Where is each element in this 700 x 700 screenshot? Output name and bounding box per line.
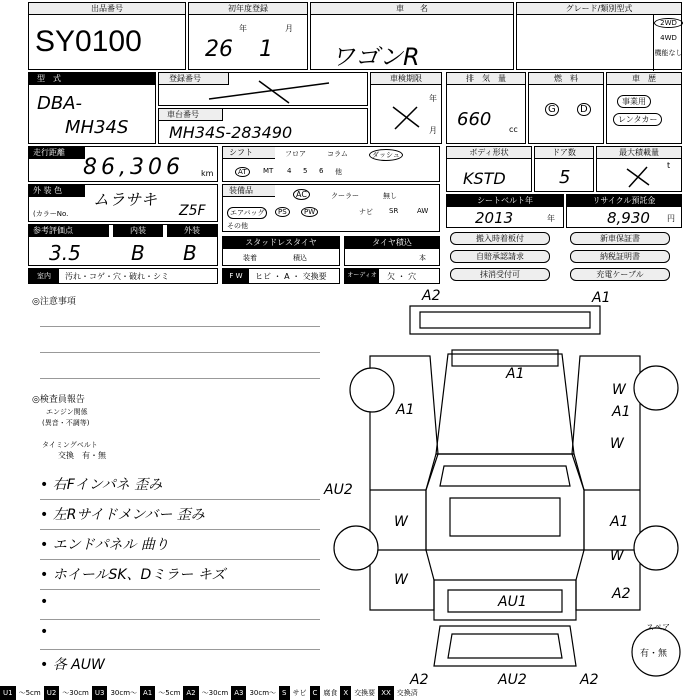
timing-label: タイミングベルト bbox=[42, 441, 98, 449]
color-code: Z5F bbox=[179, 203, 206, 219]
fuel-option-d: D bbox=[577, 103, 591, 116]
report-text-3: エンドパネル 曲り bbox=[52, 537, 169, 553]
damage-mark-13: A2 bbox=[612, 586, 631, 602]
engine-cc-box bbox=[446, 72, 526, 144]
km-unit: km bbox=[201, 169, 214, 178]
drive-none: 機能なし bbox=[654, 49, 683, 57]
history-business: 事業用 bbox=[617, 95, 651, 108]
legend-xx-desc: 交換済 bbox=[396, 689, 418, 697]
recycle-label: リサイクル預託金 bbox=[567, 195, 681, 207]
shift-5: 5 bbox=[303, 167, 308, 175]
color-label: 外 装 色 bbox=[29, 185, 85, 197]
damage-mark-11: A1 bbox=[610, 514, 629, 530]
wheel-front-left bbox=[350, 368, 394, 412]
interior-score: B bbox=[131, 241, 145, 265]
report-line-3: • エンドパネル 曲り bbox=[40, 534, 320, 560]
exterior-label: 外装 bbox=[167, 225, 217, 237]
belt-label: シートベルト年 bbox=[447, 195, 563, 207]
audio-box bbox=[344, 268, 440, 284]
damage-mark-12: W bbox=[610, 548, 624, 564]
color-value: ムラサキ bbox=[93, 190, 158, 209]
fuel-box bbox=[528, 72, 604, 144]
score-box bbox=[28, 224, 218, 266]
report-text-1: 右Fインパネ 歪み bbox=[52, 477, 163, 493]
damage-mark-8: W bbox=[394, 514, 408, 530]
fw-box bbox=[222, 268, 340, 284]
report-text-2: 左Rサイドメンバー 歪み bbox=[52, 507, 205, 523]
wheel-front-right bbox=[634, 366, 678, 410]
shift-column: コラム bbox=[327, 150, 348, 158]
caution-line-1 bbox=[40, 326, 320, 327]
report-line-1: • 右Fインパネ 歪み bbox=[40, 474, 320, 500]
shift-label: シフト bbox=[223, 147, 275, 159]
interior-cond: 汚れ・コゲ・穴・破れ・シミ bbox=[65, 272, 169, 281]
belt-year: 2013 bbox=[475, 209, 514, 227]
damage-mark-7: A1 bbox=[612, 404, 631, 420]
body-value: KSTD bbox=[463, 169, 506, 188]
doc-badge-5: 抹消受付可 bbox=[450, 268, 550, 281]
lot-number-box bbox=[28, 2, 186, 70]
doc-badge-2: 新車保証書 bbox=[570, 232, 670, 245]
damage-mark-3: A1 bbox=[506, 366, 525, 382]
model-code-2: MH34S bbox=[65, 117, 129, 138]
cc-unit: cc bbox=[509, 125, 518, 134]
doc-badge-4: 納税証明書 bbox=[570, 250, 670, 263]
drive-options bbox=[653, 15, 683, 71]
legend-s: S bbox=[279, 686, 289, 700]
registration-box bbox=[158, 72, 368, 106]
shift-4: 4 bbox=[287, 167, 292, 175]
history-rental: レンタカー bbox=[613, 113, 662, 126]
damage-mark-14: AU1 bbox=[498, 594, 527, 610]
wheel-rear-right bbox=[634, 526, 678, 570]
timing-opts: 交換 有・無 bbox=[58, 451, 106, 460]
engine-cc-label: 排 気 量 bbox=[447, 73, 525, 85]
interior-condition-box bbox=[28, 268, 218, 284]
body-box bbox=[446, 146, 532, 192]
legend-xx: XX bbox=[378, 686, 394, 700]
legend-u3: U3 bbox=[92, 686, 108, 700]
report-line-6: • bbox=[40, 624, 320, 650]
load-cross-mark bbox=[623, 165, 653, 189]
damage-mark-17: A2 bbox=[580, 672, 599, 688]
model-box bbox=[28, 72, 156, 144]
doors-box bbox=[534, 146, 594, 192]
caution-line-2 bbox=[40, 352, 320, 353]
model-label: 型 式 bbox=[29, 73, 155, 85]
document-badges bbox=[446, 230, 682, 284]
studless-label: スタッドレスタイヤ bbox=[223, 237, 339, 249]
recycle-box bbox=[566, 194, 682, 228]
shift-box bbox=[222, 146, 440, 182]
damage-mark-16: AU2 bbox=[498, 672, 527, 688]
first-registration-box bbox=[188, 2, 308, 70]
car-name-box bbox=[310, 2, 514, 70]
car-name: ワゴンR bbox=[331, 43, 420, 71]
interior-cond-label: 室内 bbox=[29, 269, 59, 283]
grade-box bbox=[516, 2, 682, 70]
exterior-score: B bbox=[183, 241, 197, 265]
legend-u2: U2 bbox=[44, 686, 60, 700]
spare-label: スペア bbox=[646, 623, 670, 632]
legend-u1: U1 bbox=[0, 686, 16, 700]
recycle-value: 8,930 bbox=[607, 209, 650, 227]
first-reg-label: 初年度登録 bbox=[189, 3, 307, 15]
grade-label: グレード/類別型式 bbox=[517, 3, 681, 15]
first-reg-year: 26 bbox=[205, 37, 233, 62]
damage-mark-9: AU2 bbox=[324, 482, 353, 498]
equip-airbag: エアバッグ bbox=[227, 207, 267, 219]
mileage-box bbox=[28, 146, 218, 182]
legend-x-desc: 交換要 bbox=[354, 689, 376, 697]
equip-none: 無し bbox=[383, 192, 397, 200]
shift-other: 他 bbox=[335, 168, 342, 176]
color-code-label: (カラーNo. bbox=[33, 210, 69, 218]
equip-pw: PW bbox=[301, 207, 318, 217]
history-box bbox=[606, 72, 682, 144]
equip-aw: AW bbox=[417, 207, 429, 215]
report-text-4: ホイールSK、Dミラー キズ bbox=[52, 567, 226, 583]
wheel-rear-left bbox=[334, 526, 378, 570]
doc-badge-6: 充電ケーブル bbox=[570, 268, 670, 281]
body-label: ボディ形状 bbox=[447, 147, 531, 159]
yen-unit: 円 bbox=[667, 214, 675, 223]
tire-box bbox=[344, 236, 440, 266]
shift-6: 6 bbox=[319, 167, 324, 175]
load-unit: t bbox=[667, 161, 671, 170]
damage-mark-1: A2 bbox=[422, 288, 441, 304]
engine-cc: 660 bbox=[457, 109, 492, 130]
reg-strike-mark bbox=[199, 77, 339, 105]
equip-cooler: クーラー bbox=[331, 192, 359, 200]
damage-mark-6: W bbox=[610, 436, 624, 452]
damage-marks bbox=[323, 288, 631, 688]
chassis-box bbox=[158, 108, 368, 144]
car-damage-diagram bbox=[324, 288, 690, 688]
load-label: 最大積載量 bbox=[597, 147, 681, 159]
spare-opts: 有・無 bbox=[640, 649, 668, 659]
legend-u1-desc: ～5cm bbox=[18, 689, 41, 697]
equip-other: その他 bbox=[227, 222, 248, 230]
month-unit: 月 bbox=[285, 24, 293, 33]
tire-unit: 本 bbox=[419, 254, 426, 262]
doors-value: 5 bbox=[559, 167, 571, 188]
load-box bbox=[596, 146, 682, 192]
equip-sr: SR bbox=[389, 207, 399, 215]
report-line-7: • 各 AUW bbox=[40, 657, 105, 673]
studless-box bbox=[222, 236, 340, 266]
lot-label: 出品番号 bbox=[29, 3, 185, 15]
legend-s-desc: サビ bbox=[292, 689, 307, 697]
legend-a2: A2 bbox=[183, 686, 198, 700]
history-label: 車 歴 bbox=[607, 73, 681, 85]
report-text-7: 各 AUW bbox=[52, 657, 105, 673]
inspection-box bbox=[370, 72, 442, 144]
legend-u2-desc: ～30cm bbox=[62, 689, 89, 697]
equip-navi: ナビ bbox=[359, 208, 373, 216]
equip-label: 装備品 bbox=[223, 185, 275, 197]
inspect-label: 車検期限 bbox=[371, 73, 441, 85]
damage-mark-15: A2 bbox=[410, 672, 429, 688]
damage-mark-4: W bbox=[612, 382, 626, 398]
tire-label: タイヤ積込 bbox=[345, 237, 439, 249]
equip-ac: AC bbox=[293, 189, 310, 200]
inspector-title: ◎検査員報告 bbox=[32, 395, 85, 405]
inspect-month-unit: 月 bbox=[429, 126, 437, 135]
reg-no-label: 登録番号 bbox=[159, 73, 229, 85]
shift-at: AT bbox=[235, 167, 250, 177]
caution-line-3 bbox=[40, 378, 320, 379]
drive-4wd: 4WD bbox=[660, 34, 677, 42]
equipment-box bbox=[222, 184, 440, 232]
shift-dash: ダッシュ bbox=[369, 149, 403, 161]
legend-x: X bbox=[340, 686, 351, 700]
mileage-label: 走行距離 bbox=[29, 147, 85, 159]
legend-a1-desc: ～5cm bbox=[158, 689, 181, 697]
studless-mounted: 装着 bbox=[243, 254, 257, 262]
fuel-option-g: G bbox=[545, 103, 559, 116]
chassis-number: MH34S-283490 bbox=[169, 123, 293, 142]
drive-2wd: 2WD bbox=[654, 18, 683, 28]
inspect-year-unit: 年 bbox=[429, 94, 437, 103]
legend-a3: A3 bbox=[231, 686, 246, 700]
engine-label: エンジン関係 bbox=[46, 408, 88, 416]
car-name-label: 車 名 bbox=[311, 3, 513, 15]
doc-badge-1: 搬入時着板付 bbox=[450, 232, 550, 245]
legend-c-desc: 腐食 bbox=[323, 689, 338, 697]
fw-label: F W bbox=[223, 269, 249, 283]
damage-legend bbox=[0, 686, 700, 700]
legend-a2-desc: ～30cm bbox=[201, 689, 229, 697]
damage-mark-2: A1 bbox=[592, 290, 611, 306]
report-line-4: • ホイールSK、Dミラー キズ bbox=[40, 564, 320, 590]
chassis-label: 車台番号 bbox=[159, 109, 223, 121]
engine-sub: (異音・不調等) bbox=[42, 419, 90, 427]
legend-a1: A1 bbox=[140, 686, 155, 700]
report-line-2: • 左Rサイドメンバー 歪み bbox=[40, 504, 320, 530]
belt-year-unit: 年 bbox=[547, 214, 555, 223]
car-outline bbox=[370, 306, 640, 666]
score: 3.5 bbox=[49, 241, 81, 265]
interior-label: 内装 bbox=[113, 225, 163, 237]
studless-loaded: 積込 bbox=[293, 254, 307, 262]
audio-label: オーディオ bbox=[345, 269, 379, 283]
legend-a3-desc: 30cm～ bbox=[249, 689, 277, 697]
legend-c: C bbox=[310, 686, 321, 700]
caution-title: ◎注意事項 bbox=[32, 297, 76, 307]
lot-number: SY0100 bbox=[35, 25, 142, 58]
report-line-5: • bbox=[40, 594, 320, 620]
first-reg-month: 1 bbox=[259, 37, 273, 62]
fw-opts: ヒビ ・ A ・ 交換要 bbox=[255, 272, 327, 281]
grade-score-label: 参考評価点 bbox=[29, 225, 109, 237]
seatbelt-box bbox=[446, 194, 564, 228]
damage-mark-5: A1 bbox=[396, 402, 415, 418]
legend-u3-desc: 30cm～ bbox=[110, 689, 138, 697]
shift-floor: フロア bbox=[285, 150, 306, 158]
damage-mark-10: W bbox=[394, 572, 408, 588]
inspect-cross-mark bbox=[389, 103, 423, 131]
shift-mt: MT bbox=[263, 167, 274, 175]
doc-badge-3: 自賠承認請求 bbox=[450, 250, 550, 263]
audio-opts: 欠 ・ 穴 bbox=[387, 272, 417, 281]
doors-label: ドア数 bbox=[535, 147, 593, 159]
color-box bbox=[28, 184, 218, 222]
equip-ps: PS bbox=[275, 207, 290, 217]
model-code-1: DBA- bbox=[37, 93, 83, 114]
fuel-label: 燃 料 bbox=[529, 73, 603, 85]
year-unit: 年 bbox=[239, 24, 247, 33]
mileage: 86,306 bbox=[83, 155, 184, 180]
